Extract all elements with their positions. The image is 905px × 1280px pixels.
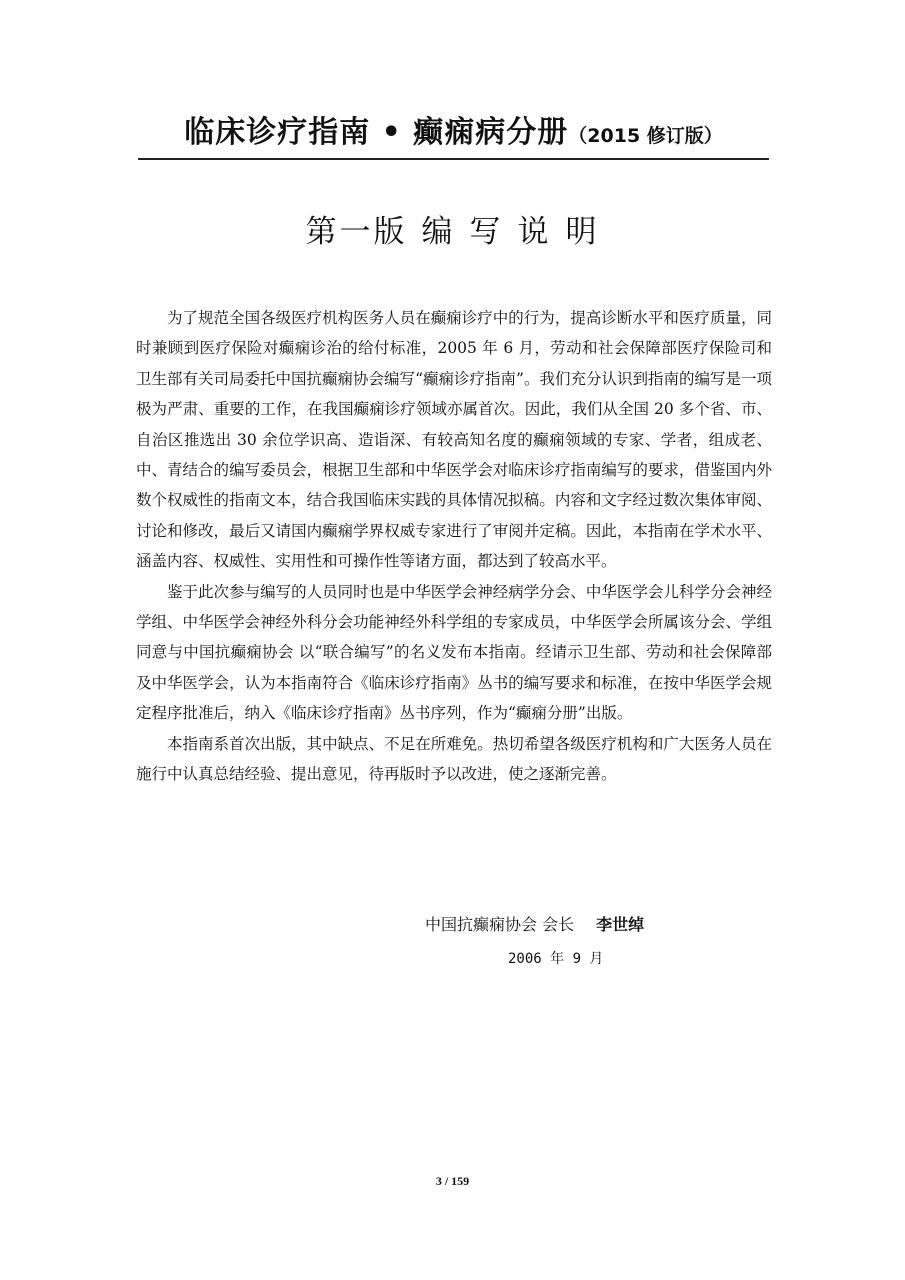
signature-name: 李世绰 xyxy=(596,915,645,934)
paragraph: 为了规范全国各级医疗机构医务人员在癫痫诊疗中的行为，提高诊断水平和医疗质量，同时兼顾到医疗保险对癫痫诊治的给付标准，2005 年 6 月，劳动和社会保障部医疗保险司和卫生部有关司局委托中国抗癫痫协会编写“癫痫诊疗指南”。我们充分认识到指南的编写是一项极为严肃、重要的工作，在我国癫痫诊疗领域亦属首次。因此，我们从全国 20 多个省、市、自治区推选出 30 余位学识高、造诣深、有较高知名度的癫痫领域的专家、学者，组成老、中、青结合的编写委员会，根据卫生部和中华医学会对临床诊疗指南编写的要求，借鉴国内外数个权威性的指南文本，结合我国临床实践的具体情况拟稿。内容和文字经过数次集体审阅、讨论和修改，最后又请国内癫痫学界权威专家进行了审阅并定稿。因此，本指南在学术水平、涵盖内容、权威性、实用性和可操作性等诸方面，都达到了较高水平。 xyxy=(136,309,772,571)
header-title: 临床诊疗指南 • 癫痫病分册 xyxy=(184,115,569,150)
section-title-part: 说 xyxy=(517,214,552,250)
page-number: 3 / 159 xyxy=(435,1174,470,1188)
section-title-part: 写 xyxy=(469,214,504,250)
signature-block xyxy=(425,910,644,940)
paragraph: 本指南系首次出版，其中缺点、不足在所难免。热切希望各级医疗机构和广大医务人员在施行中认真总结经验、提出意见，待再版时予以改进，使之逐渐完善。 xyxy=(136,734,772,784)
body-text xyxy=(136,303,772,790)
paragraph: 鉴于此次参与编写的人员同时也是中华医学会神经病学分会、中华医学会儿科学分会神经学组、中华医学会神经外科分会功能神经外科学组的专家成员，中华医学会所属该分会、学组同意与中国抗癫痫协会 以“联合编写”的名义发布本指南。经请示卫生部、劳动和社会保障部及中华医学会，认为本指南符合《临床诊疗指南》丛书的编写要求和标准，在按中华医学会规定程序批准后，纳入《临床诊疗指南》丛书序列，作为“癫痫分册”出版。 xyxy=(136,582,772,723)
section-title-part: 第一版 xyxy=(305,214,408,250)
signature-organization: 中国抗癫痫协会 会长 xyxy=(425,915,575,934)
section-title-part: 编 xyxy=(421,214,456,250)
running-header xyxy=(138,108,769,160)
section-title-part: 明 xyxy=(565,214,600,250)
header-edition: （2015 修订版） xyxy=(568,125,723,147)
signature-date: 2006 年 9 月 xyxy=(508,951,604,967)
section-title xyxy=(0,210,905,254)
